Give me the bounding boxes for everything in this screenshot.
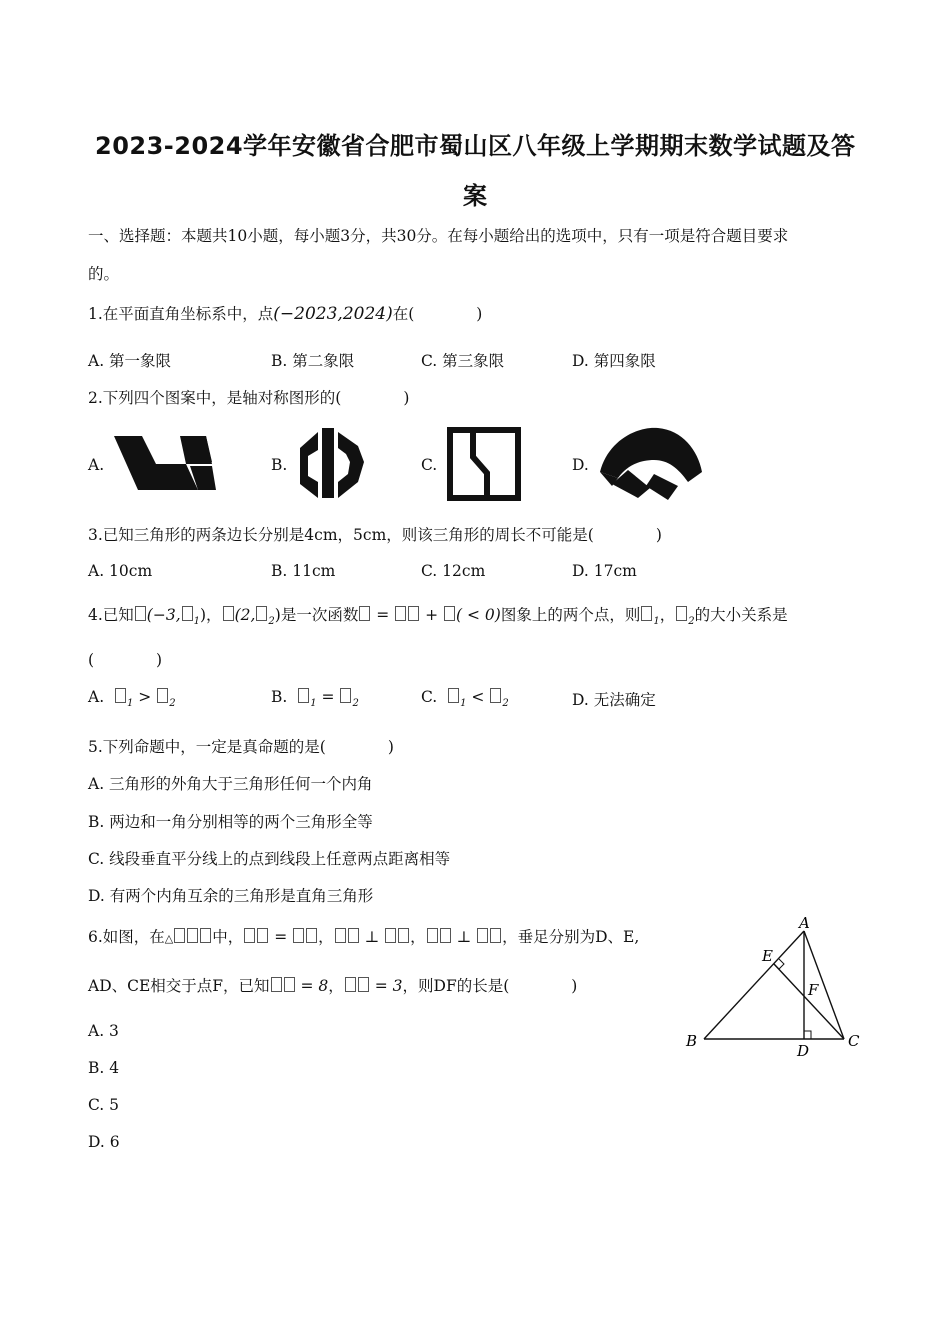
- q6-eq: =: [274, 928, 288, 946]
- q6-triangle-figure: [680, 915, 865, 1060]
- page-title-cont: 案: [463, 182, 488, 210]
- q1-point: (−2023,2024): [273, 304, 393, 324]
- placeholder-box: [115, 688, 126, 703]
- q4-mid: 是一次函数: [280, 606, 359, 624]
- placeholder-box: [293, 928, 304, 943]
- section-intro-cont: 的。: [88, 265, 120, 283]
- placeholder-box: [200, 928, 211, 943]
- placeholder-box: [306, 928, 317, 943]
- q4-op-a: >: [138, 688, 152, 706]
- q6-line2b: ，则DF的长是( ): [402, 977, 578, 995]
- placeholder-box: [385, 928, 396, 943]
- q4-op-b: =: [321, 688, 335, 706]
- q4-paren: ( ): [88, 651, 163, 669]
- q5-option-c: C. 线段垂直平分线上的点到线段上任意两点距离相等: [88, 850, 451, 868]
- placeholder-box: [477, 928, 488, 943]
- q1-suffix: 在( ): [392, 305, 483, 323]
- q2-figure-b: [296, 426, 368, 500]
- q2-stem: 2.下列四个图案中，是轴对称图形的( ): [88, 389, 410, 407]
- q3-option-b: B. 11cm: [271, 562, 336, 580]
- q4-option-a: A. $_1$ > $_2$: [88, 688, 176, 709]
- q5-option-b: B. 两边和一角分别相等的两个三角形全等: [88, 813, 373, 831]
- placeholder-box: [398, 928, 409, 943]
- q3-stem: 3.已知三角形的两条边长分别是4cm，5cm，则该三角形的周长不可能是( ): [88, 526, 662, 544]
- q2-label-b: B.: [271, 456, 288, 474]
- section-intro: 一、选择题：本题共10小题，每小题3分，共30分。在每小题给出的选项中，只有一项是符合题目要求: [88, 227, 789, 245]
- q6-mid: 中，: [212, 928, 244, 946]
- q6-line2a: AD、CE相交于点F，已知: [88, 977, 270, 995]
- placeholder-box: [257, 928, 268, 943]
- placeholder-box: [448, 688, 459, 703]
- q1-option-d: D. 第四象限: [572, 352, 656, 370]
- q5-stem: 5.下列命题中，一定是真命题的是( ): [88, 738, 394, 756]
- placeholder-box: [395, 606, 406, 621]
- placeholder-box: [335, 928, 346, 943]
- placeholder-box: [174, 928, 185, 943]
- q3-option-d: D. 17cm: [572, 562, 637, 580]
- q6-option-c: C. 5: [88, 1096, 120, 1114]
- q6-prefix: 6.如图，在: [88, 928, 165, 946]
- placeholder-box: [256, 606, 267, 621]
- q2-label-a: A.: [88, 456, 105, 474]
- q4-option-d: D. 无法确定: [572, 691, 656, 709]
- placeholder-box: [348, 928, 359, 943]
- q2-figure-c: [447, 427, 521, 501]
- placeholder-box: [490, 928, 501, 943]
- q4-option-b: B. $_1$ = $_2$: [271, 688, 359, 709]
- q1-prefix: 1.在平面直角坐标系中，点: [88, 305, 274, 323]
- q4-label-b: B.: [271, 688, 288, 706]
- q2-figure-d: [598, 424, 704, 504]
- figure-label-c: C: [848, 1032, 860, 1050]
- figure-label-b: B: [686, 1032, 698, 1050]
- q4-option-c: C. $_1$ < $_2$: [421, 688, 509, 709]
- q6-option-d: D. 6: [88, 1133, 120, 1151]
- placeholder-box: [358, 977, 369, 992]
- q5-option-d: D. 有两个内角互余的三角形是直角三角形: [88, 887, 374, 905]
- q3-option-c: C. 12cm: [421, 562, 486, 580]
- q4-point1: (−3,: [146, 606, 181, 624]
- figure-label-e: E: [762, 947, 773, 965]
- q6-option-b: B. 4: [88, 1059, 120, 1077]
- q6-val2: = 3: [374, 977, 403, 995]
- q4-tail: 图象上的两个点，则: [500, 606, 641, 624]
- placeholder-box: [444, 606, 455, 621]
- q6-stem: 6.如图，在△ 中， = ， ⊥ ， ⊥ ，垂足分别为D、E,: [88, 928, 640, 946]
- q4-stem: 4.已知 (−3, $_1$)， (2, $_2$)是一次函数 = + ( < 0)图象上的两个点，则 $_1$， $_2$的大小关系是: [88, 606, 788, 627]
- q2-label-d: D.: [572, 456, 589, 474]
- q4-tail2: 的大小关系是: [694, 606, 788, 624]
- q5-option-a: A. 三角形的外角大于三角形任何一个内角: [88, 775, 373, 793]
- placeholder-box: [284, 977, 295, 992]
- placeholder-box: [244, 928, 255, 943]
- q3-option-a: A. 10cm: [88, 562, 153, 580]
- q4-point2: (2,: [234, 606, 256, 624]
- q6-option-a: A. 3: [88, 1022, 119, 1040]
- q4-condition: ( < 0): [456, 606, 501, 624]
- q4-op-c: <: [471, 688, 485, 706]
- placeholder-box: [641, 606, 652, 621]
- placeholder-box: [182, 606, 193, 621]
- q2-figure-a: [112, 432, 217, 496]
- q4-prefix: 4.已知: [88, 606, 134, 624]
- q4-label-a: A.: [88, 688, 105, 706]
- placeholder-box: [157, 688, 168, 703]
- placeholder-box: [340, 688, 351, 703]
- q1-stem: [88, 302, 482, 324]
- q1-option-b: B. 第二象限: [271, 352, 355, 370]
- placeholder-box: [345, 977, 356, 992]
- q6-tail: ，垂足分别为D、E,: [502, 928, 640, 946]
- q1-option-c: C. 第三象限: [421, 352, 505, 370]
- q4-label-c: C.: [421, 688, 438, 706]
- placeholder-box: [135, 606, 146, 621]
- q6-perp-1: ⊥: [364, 928, 380, 946]
- placeholder-box: [271, 977, 282, 992]
- placeholder-box: [427, 928, 438, 943]
- placeholder-box: [490, 688, 501, 703]
- figure-label-d: D: [797, 1042, 810, 1060]
- figure-label-a: A: [799, 915, 810, 932]
- placeholder-box: [187, 928, 198, 943]
- placeholder-box: [359, 606, 370, 621]
- q2-label-c: C.: [421, 456, 438, 474]
- q6-stem-line2: AD、CE相交于点F，已知 = 8， = 3，则DF的长是( ): [88, 977, 578, 995]
- q6-val1: = 8: [300, 977, 329, 995]
- placeholder-box: [223, 606, 234, 621]
- q6-perp-2: ⊥: [456, 928, 472, 946]
- placeholder-box: [676, 606, 687, 621]
- placeholder-box: [440, 928, 451, 943]
- placeholder-box: [298, 688, 309, 703]
- page-title: 2023-2024学年安徽省合肥市蜀山区八年级上学期期末数学试题及答: [95, 132, 856, 160]
- figure-label-f: F: [808, 981, 819, 999]
- q1-option-a: A. 第一象限: [88, 352, 172, 370]
- placeholder-box: [408, 606, 419, 621]
